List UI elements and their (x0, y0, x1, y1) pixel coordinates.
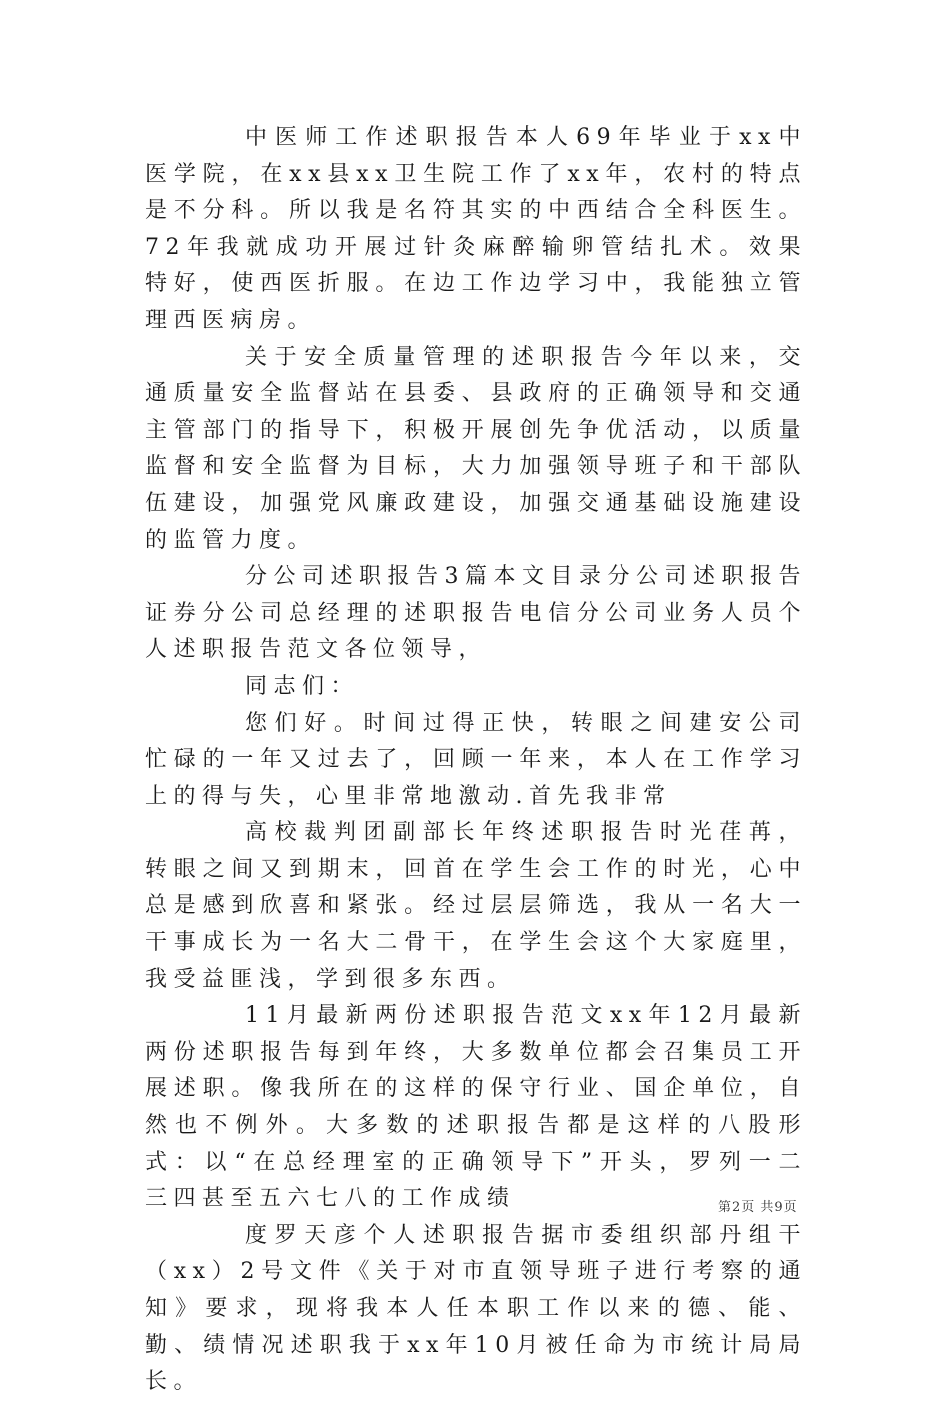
paragraph: 您们好。时间过得正快，转眼之间建安公司忙碌的一年又过去了，回顾一年来，本人在工作学习上的得与失，心里非常地激动.首先我非常 (145, 710, 807, 809)
salutation: 同志们： (245, 673, 360, 699)
paragraph: 度罗天彦个人述职报告据市委组织部丹组干（xx）2号文件《关于对市直领导班子进行考察的通知》要求，现将我本人任本职工作以来的德、能、勤、绩情况述职我于xx年10月被任命为市统计局局长。 (145, 1222, 807, 1395)
paragraph: 分公司述职报告3篇本文目录分公司述职报告证券分公司总经理的述职报告电信分公司业务人员个人述职报告范文各位领导， (145, 564, 807, 663)
paragraph: 中医师工作述职报告本人69年毕业于xx中医学院，在xx县xx卫生院工作了xx年，农村的特点是不分科。所以我是名符其实的中西结合全科医生。72年我就成功开展过针灸麻醉输卵管结扎术。效果特好，使西医折服。在边工作边学习中，我能独立管理西医病房。 (145, 125, 807, 333)
paragraph: 11月最新两份述职报告范文xx年12月最新两份述职报告每到年终，大多数单位都会召集员工开展述职。像我所在的这样的保守行业、国企单位，自然也不例外。大多数的述职报告都是这样的八股形式：以“在总经理室的正确领导下”开头，罗列一二三四甚至五六七八的工作成绩 (145, 1003, 807, 1212)
paragraph: 关于安全质量管理的述职报告今年以来，交通质量安全监督站在县委、县政府的正确领导和交通主管部门的指导下，积极开展创先争优活动，以质量监督和安全监督为目标，大力加强领导班子和干部队伍建设，加强党风廉政建设，加强交通基础设施建设的监管力度。 (145, 344, 807, 553)
document-body (145, 120, 807, 1401)
page-number-footer: 第2页 共9页 (718, 1200, 798, 1215)
paragraph: 高校裁判团副部长年终述职报告时光荏苒，转眼之间又到期末，回首在学生会工作的时光，心中总是感到欣喜和紧张。经过层层筛选，我从一名大一干事成长为一名大二骨干，在学生会这个大家庭里，我受益匪浅，学到很多东西。 (145, 820, 807, 992)
